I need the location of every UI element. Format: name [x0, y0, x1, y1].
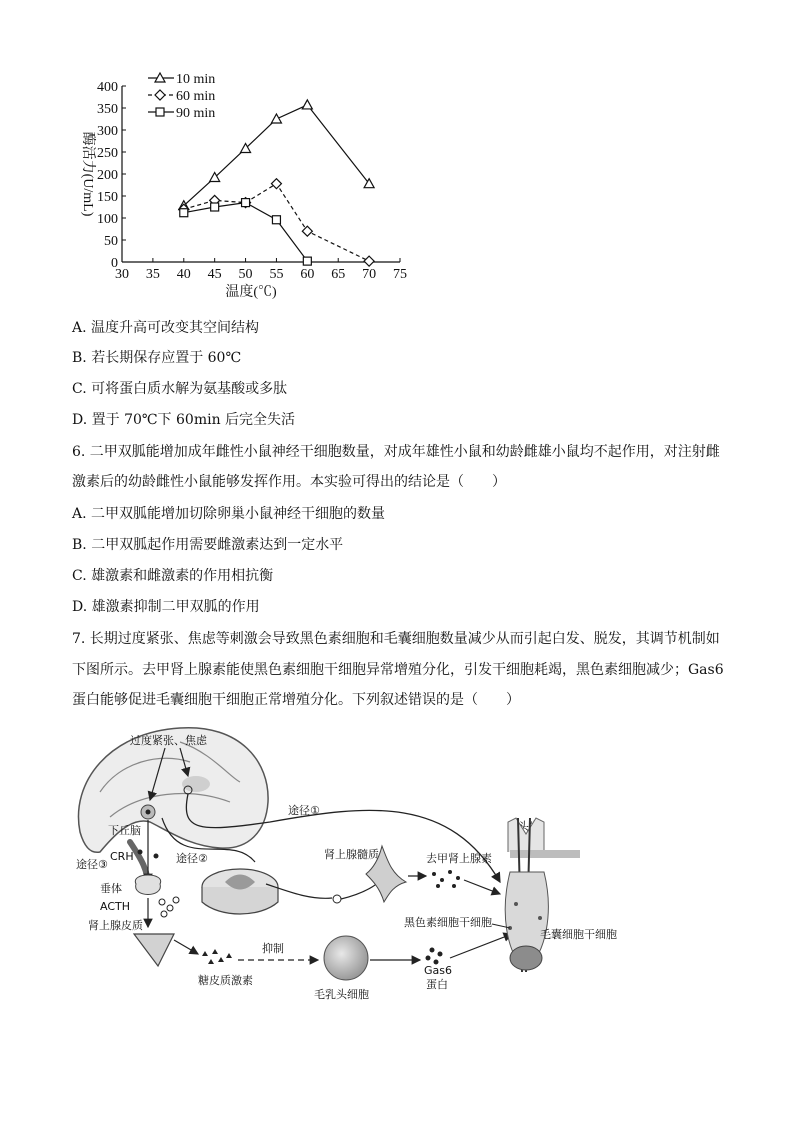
series-0-point	[302, 100, 312, 109]
acth-label: ACTH	[100, 900, 131, 913]
series-1-point	[302, 226, 312, 236]
series-2-point	[211, 203, 219, 211]
q6-stem-line1: 6. 二甲双胍能增加成年雌性小鼠神经干细胞数量，对成年雄性小鼠和幼龄雌雄小鼠均不起作用，对注射雌	[72, 444, 720, 460]
gas6-label-line2: 蛋白	[426, 978, 448, 991]
glucocorticoid-particles	[202, 949, 232, 964]
y-tick-label: 100	[97, 212, 118, 227]
series-2-point	[272, 216, 280, 224]
x-tick-label: 50	[238, 267, 253, 282]
legend-label-0: 10 min	[176, 72, 216, 87]
q7-stem-line3: 蛋白能够促进毛囊细胞干细胞正常增殖分化。下列叙述错误的是（ ）	[72, 692, 520, 708]
q5-option-d: D. 置于 70℃下 60min 后完全失活	[72, 412, 296, 428]
y-tick-label: 150	[97, 190, 118, 205]
x-tick-label: 60	[300, 267, 315, 282]
brain-region	[182, 776, 210, 792]
legend-marker-1	[155, 90, 165, 100]
hypothalamus-label: 下丘脑	[108, 824, 141, 837]
y-tick-label: 200	[97, 168, 118, 183]
hair-follicle-illustration	[505, 818, 580, 972]
x-tick-label: 75	[393, 267, 407, 282]
crh-label: CRH	[110, 850, 134, 863]
q6-option-a: A. 二甲双胍能增加切除卵巢小鼠神经干细胞的数量	[72, 506, 386, 522]
pathway2-label: 途径②	[176, 852, 208, 865]
x-tick-label: 35	[145, 267, 160, 282]
q5-option-a: A. 温度升高可改变其空间结构	[72, 320, 260, 336]
papilla-cell-label: 毛乳头细胞	[314, 988, 369, 1001]
y-axis-title: 酶活力(U/mL)	[80, 131, 95, 217]
y-tick-label: 0	[111, 256, 118, 271]
y-tick-label: 400	[97, 80, 118, 95]
stress-hair-mechanism-diagram	[70, 722, 630, 1012]
x-tick-label: 55	[269, 267, 284, 282]
series-line-2	[184, 203, 308, 262]
gas6-label-line1: Gas6	[424, 964, 452, 977]
y-tick-label: 350	[97, 102, 118, 117]
x-tick-label: 45	[207, 267, 222, 282]
q6-option-d: D. 雄激素抑制二甲双胍的作用	[72, 599, 260, 615]
norepinephrine-label: 去甲肾上腺素	[426, 852, 492, 865]
follicle-stem-cell-label: 毛囊细胞干细胞	[540, 928, 617, 941]
series-1-point	[271, 179, 281, 189]
q7-stem-line1: 7. 长期过度紧张、焦虑等刺激会导致黑色素细胞和毛囊细胞数量减少从而引起白发、脱发，其调节机制如	[72, 631, 720, 647]
y-tick-label: 250	[97, 146, 118, 161]
legend-marker-2	[156, 108, 164, 116]
inhibit-label: 抑制	[262, 942, 284, 955]
norepinephrine-particles	[432, 870, 460, 888]
q6-stem-line2: 激素后的幼龄雌性小鼠能够发挥作用。本实验可得出的结论是（ ）	[72, 474, 506, 490]
y-tick-label: 300	[97, 124, 118, 139]
enzyme-activity-chart	[70, 66, 410, 306]
x-tick-label: 30	[115, 267, 129, 282]
x-tick-label: 70	[362, 267, 377, 282]
q6-option-c: C. 雄激素和雌激素的作用相抗衡	[72, 568, 274, 584]
melanocyte-stem-cell-label: 黑色素细胞干细胞	[404, 916, 492, 929]
series-0-point	[271, 114, 281, 123]
pathway1-label: 途径①	[288, 804, 320, 817]
x-tick-label: 65	[331, 267, 346, 282]
y-tick-label: 50	[104, 234, 118, 249]
adrenal-cortex-label: 肾上腺皮质	[88, 919, 143, 932]
x-tick-label: 40	[176, 267, 191, 282]
legend-label-2: 90 min	[176, 106, 216, 121]
glucocorticoid-label: 糖皮质激素	[198, 974, 253, 987]
spinal-cord-illustration	[202, 869, 278, 914]
legend-label-1: 60 min	[176, 89, 216, 104]
pituitary-label: 垂体	[100, 882, 122, 895]
series-1-point	[364, 256, 374, 266]
stress-label: 过度紧张、焦虑	[130, 734, 207, 747]
series-2-point	[303, 257, 311, 265]
q5-option-c: C. 可将蛋白质水解为氨基酸或多肽	[72, 381, 288, 397]
x-axis-title: 温度(℃)	[225, 285, 277, 300]
adrenal-medulla-label: 肾上腺髓质	[324, 848, 379, 861]
adrenal-cortex-icon	[134, 934, 174, 966]
q7-stem-line2: 下图所示。去甲肾上腺素能使黑色素细胞干细胞异常增殖分化，引发干细胞耗竭，黑色素细胞减少；Gas6	[72, 662, 724, 678]
pituitary-icon	[135, 875, 160, 895]
papilla-cell-icon	[324, 936, 368, 980]
pathway3-label: 途径③	[76, 858, 108, 871]
series-2-point	[242, 199, 250, 207]
chart-svg	[70, 66, 410, 306]
diagram-svg	[70, 722, 630, 1012]
series-2-point	[180, 209, 188, 217]
q6-option-b: B. 二甲双胍起作用需要雌激素达到一定水平	[72, 537, 344, 553]
q5-option-b: B. 若长期保存应置于 60℃	[72, 350, 242, 366]
